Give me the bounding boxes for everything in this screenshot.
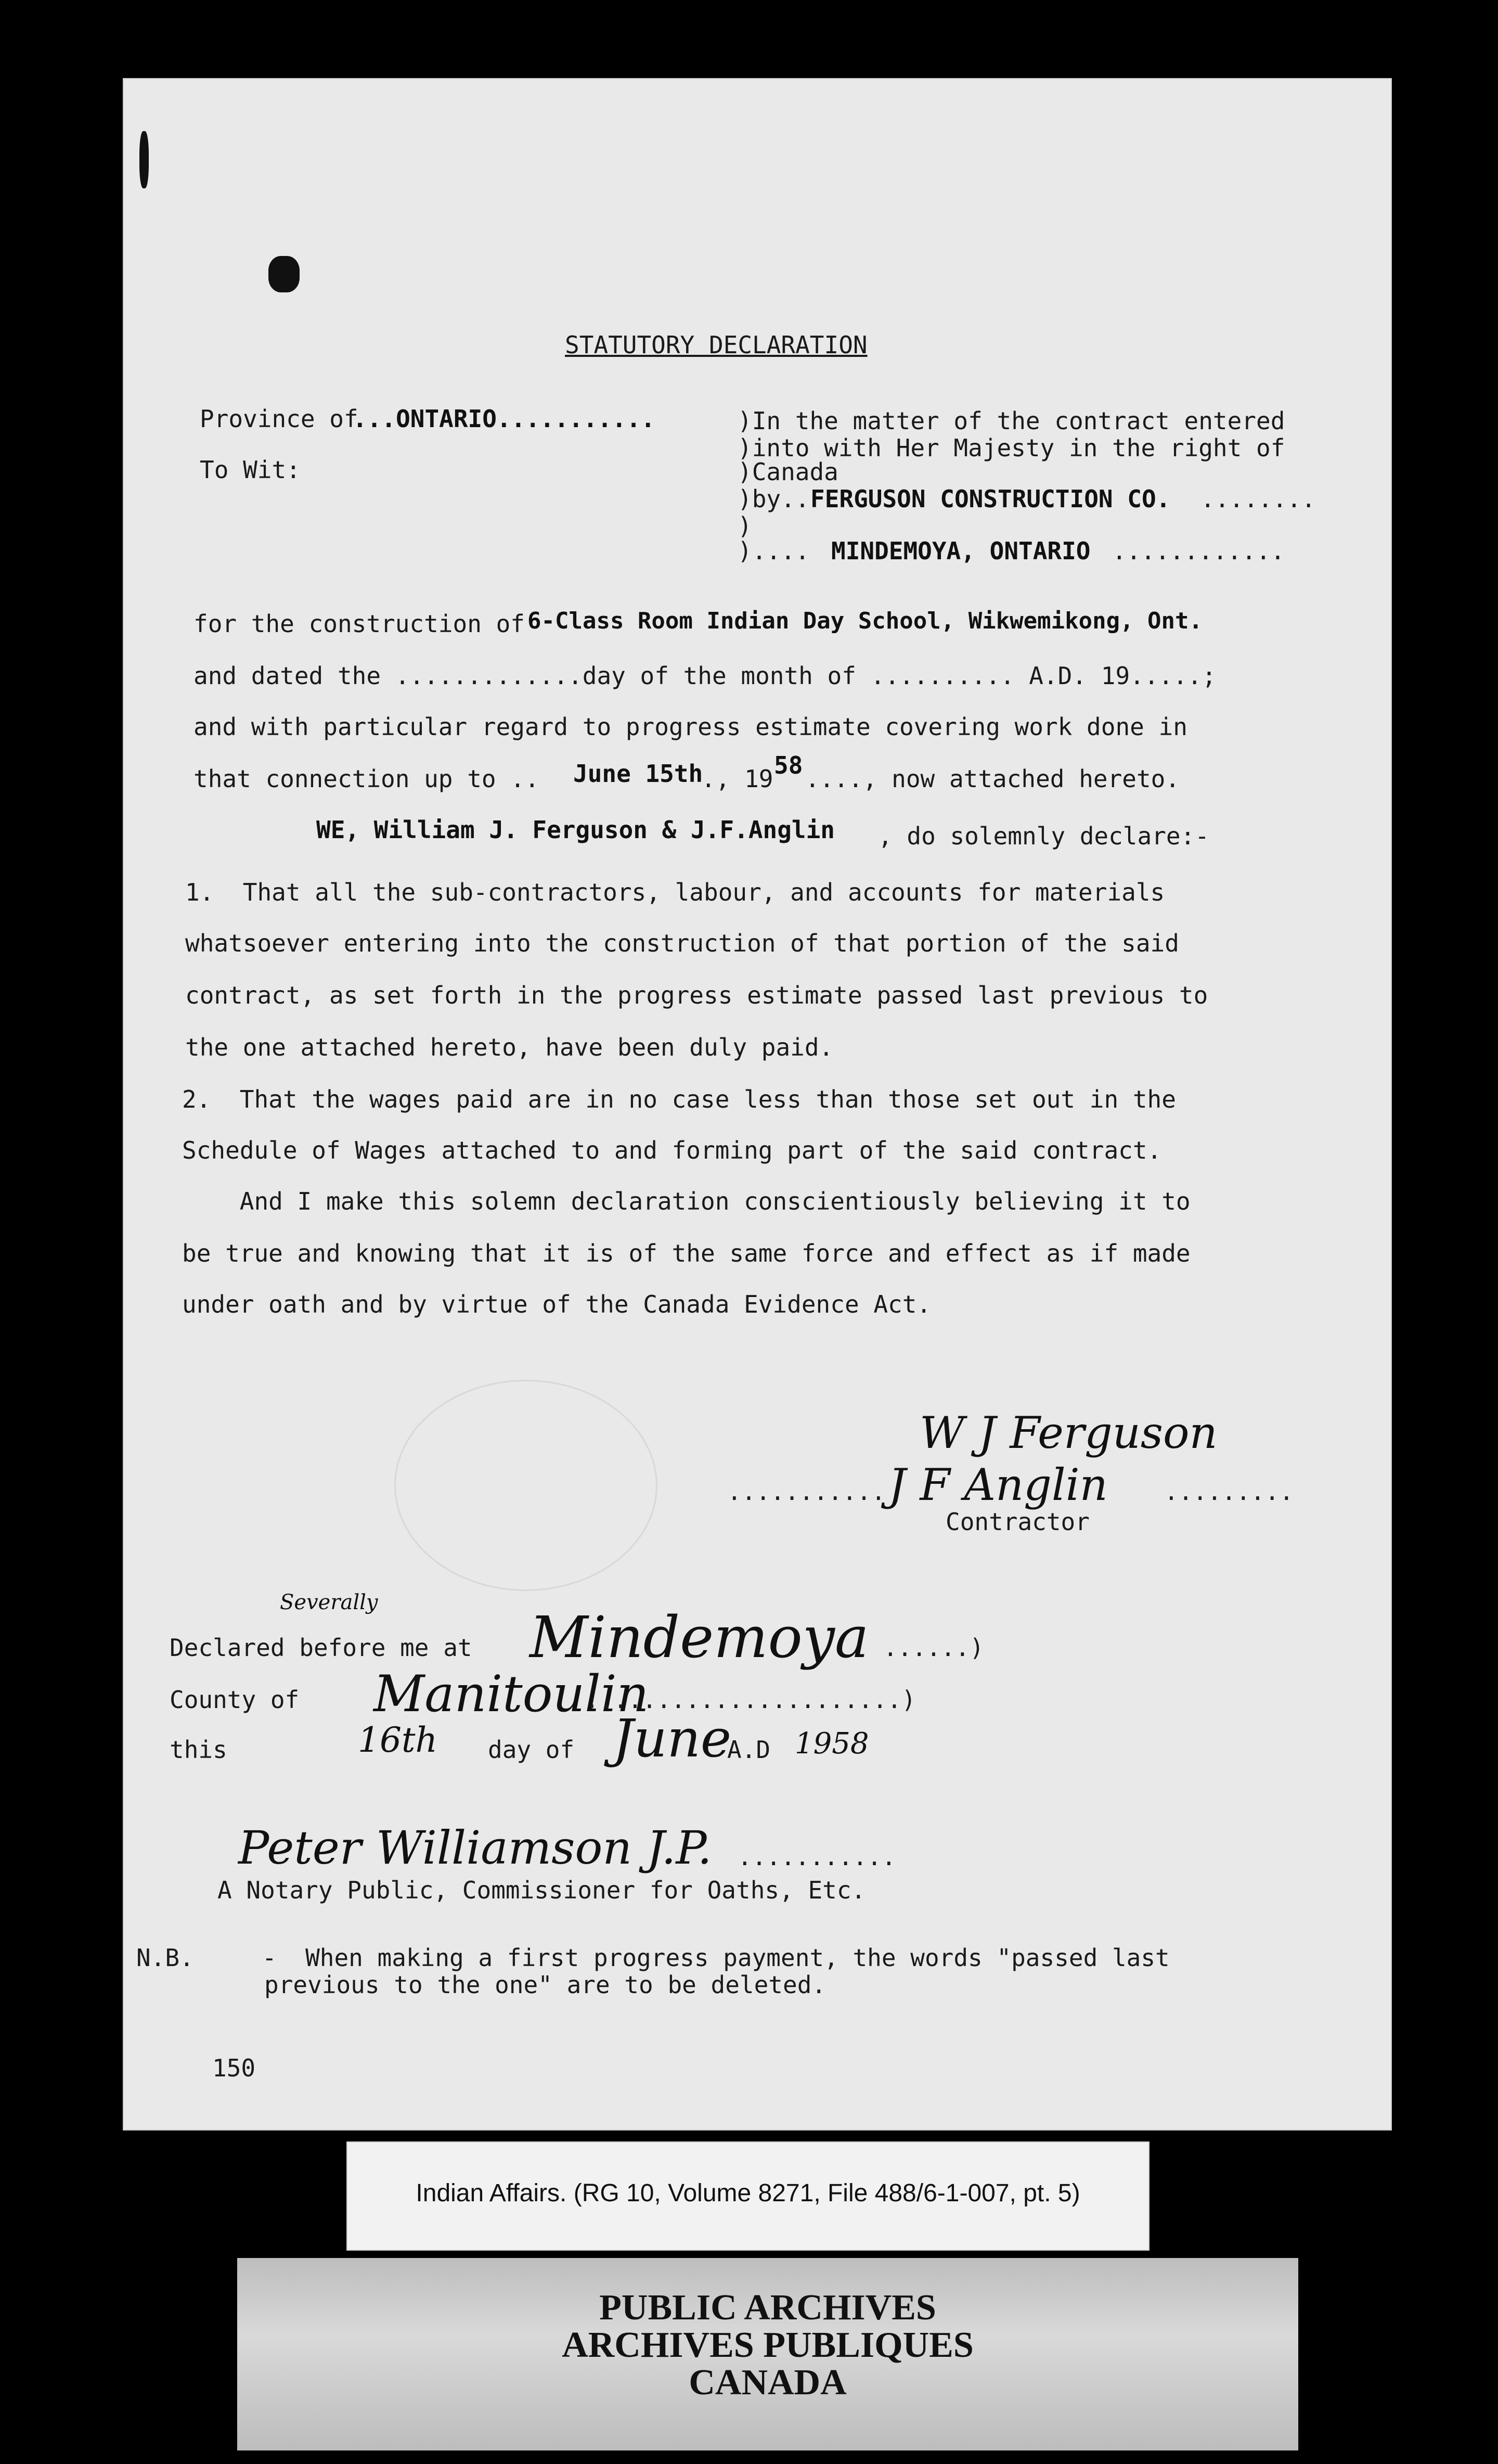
connection-year: 58	[774, 751, 803, 779]
clause-2-line-2: Schedule of Wages attached to and forming part of the said contract.	[182, 1136, 1162, 1164]
clause-1-line-2: whatsoever entering into the construction of that portion of the said	[185, 929, 1179, 957]
archive-citation-label	[346, 2141, 1150, 2251]
dated-line: and dated the .............day of the month of .......... A.D. 19.....;	[193, 662, 1217, 690]
connection-mid: ., 19	[701, 765, 773, 793]
archive-line-2: ARCHIVES PUBLIQUES	[562, 2325, 974, 2365]
signature-anglin: J F Anglin	[888, 1459, 1108, 1510]
matter-line-6-prefix: )....	[738, 537, 810, 565]
declarants-value: WE, William J. Ferguson & J.F.Anglin	[316, 816, 835, 844]
archive-stamp-strip	[237, 2258, 1298, 2450]
contractor-name: FERGUSON CONSTRUCTION CO.	[810, 485, 1171, 513]
matter-line-1: )In the matter of the contract entered	[738, 407, 1285, 435]
county-dots: ......................)	[585, 1686, 916, 1714]
declared-dots: ......)	[883, 1634, 984, 1662]
day-of-label: day of	[488, 1736, 575, 1764]
regard-line: and with particular regard to progress estimate covering work done in	[193, 713, 1187, 741]
construction-label: for the construction of	[193, 610, 525, 638]
clause-1-line-1: 1. That all the sub-contractors, labour, and accounts for materials	[185, 878, 1165, 906]
edge-mark	[139, 131, 149, 188]
nb-label: N.B.	[136, 1944, 194, 1972]
this-label: this	[170, 1736, 227, 1764]
nb-line-1: - When making a first progress payment, the words "passed last	[262, 1944, 1170, 1972]
notary-dots: ...........	[738, 1843, 896, 1871]
matter-line-4-prefix: )by..	[738, 485, 810, 513]
this-day: 16th	[358, 1720, 438, 1760]
county-value: Manitoulin	[373, 1665, 649, 1723]
construction-value: 6-Class Room Indian Day School, Wikwemikong, Ont.	[527, 608, 1203, 634]
document-title: STATUTORY DECLARATION	[565, 331, 868, 359]
connection-date: June 15th	[573, 760, 703, 788]
notary-label: A Notary Public, Commissioner for Oaths, Etc.	[217, 1876, 866, 1904]
page-number: 150	[212, 2054, 256, 2082]
signature-dots-right: .........	[1164, 1478, 1294, 1506]
archive-citation: Indian Affairs. (RG 10, Volume 8271, File 488/6-1-007, pt. 5)	[416, 2179, 1080, 2207]
matter-line-5: )	[738, 512, 752, 540]
hole-punch-mark	[268, 256, 300, 292]
closing-line-3: under oath and by virtue of the Canada Evidence Act.	[182, 1290, 932, 1318]
connection-suffix: ...., now attached hereto.	[805, 765, 1180, 793]
embossed-seal	[394, 1380, 657, 1591]
this-month: June	[613, 1708, 732, 1769]
severally-note: Severally	[280, 1590, 378, 1614]
nb-line-2: previous to the one" are to be deleted.	[264, 1971, 827, 1999]
matter-line-6-suffix: ............	[1112, 537, 1285, 565]
province-label: Province of	[200, 405, 358, 433]
archive-line-3: CANADA	[689, 2363, 847, 2403]
connection-prefix: that connection up to ..	[193, 765, 539, 793]
contractor-label: Contractor	[946, 1508, 1090, 1536]
matter-line-2: )into with Her Majesty in the right of	[738, 434, 1285, 462]
closing-line-2: be true and knowing that it is of the same force and effect as if made	[182, 1239, 1191, 1267]
matter-line-4-suffix: ........	[1200, 485, 1316, 513]
declare-suffix: , do solemnly declare:-	[878, 822, 1209, 850]
clause-1-line-3: contract, as set forth in the progress estimate passed last previous to	[185, 981, 1208, 1009]
contractor-location: MINDEMOYA, ONTARIO	[831, 537, 1091, 565]
signature-ferguson: W J Ferguson	[920, 1407, 1218, 1458]
county-label: County of	[170, 1686, 300, 1714]
signature-dots-left: ...........	[727, 1478, 886, 1506]
archive-line-1: PUBLIC ARCHIVES	[599, 2288, 936, 2328]
clause-1-line-4: the one attached hereto, have been duly paid.	[185, 1033, 834, 1061]
closing-line-1: And I make this solemn declaration conscientiously believing it to	[182, 1187, 1191, 1215]
province-value: ...ONTARIO...........	[353, 405, 655, 433]
matter-line-3: )Canada	[738, 458, 838, 486]
this-year: 1958	[795, 1727, 869, 1761]
declared-place: Mindemoya	[530, 1604, 869, 1671]
document-page	[123, 78, 1392, 2131]
declared-label: Declared before me at	[170, 1634, 472, 1662]
ad-label: A.D	[727, 1736, 771, 1764]
notary-signature: Peter Williamson J.P.	[238, 1821, 712, 1875]
clause-2-line-1: 2. That the wages paid are in no case less than those set out in the	[182, 1085, 1176, 1113]
to-wit-label: To Wit:	[200, 456, 301, 484]
